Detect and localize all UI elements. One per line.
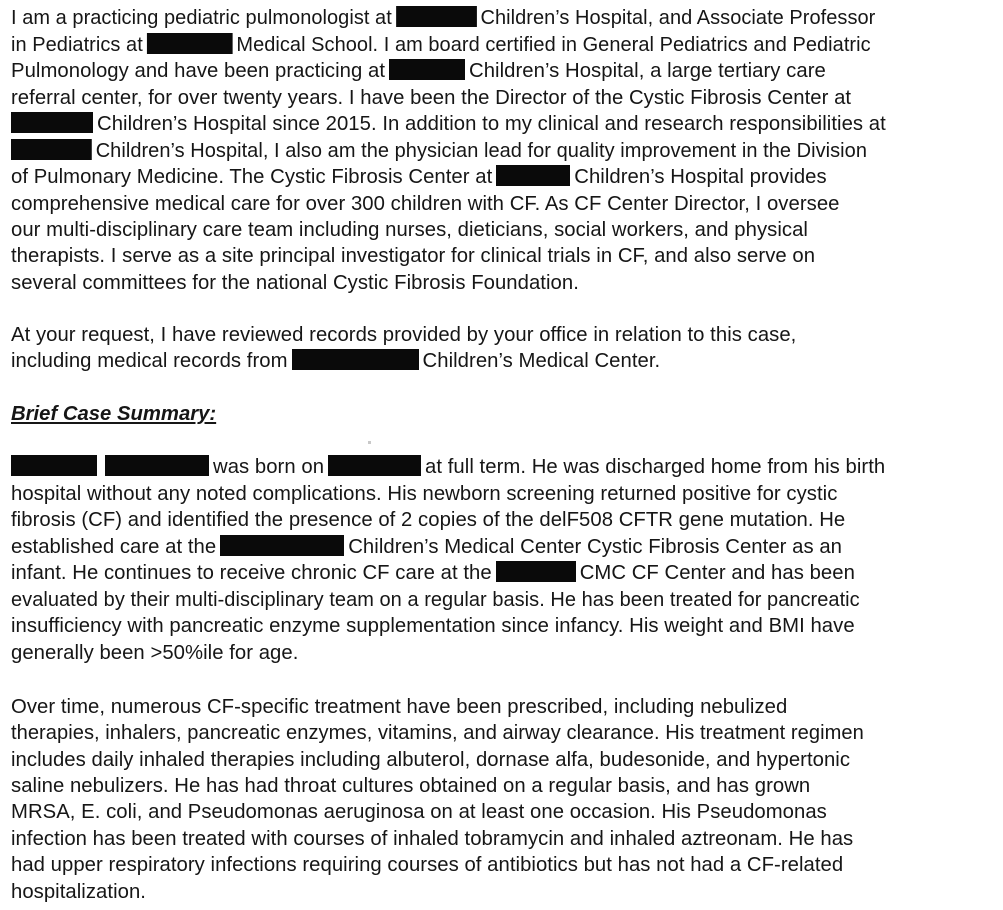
text-segment: Children’s Hospital, a large tertiary care [469,60,826,82]
text-line [11,217,808,243]
redaction-box [396,6,477,27]
text-segment: infection has been treated with courses of inhaled tobramycin and inhaled aztreonam. He has [11,828,854,850]
text-segment: insufficiency with pancreatic enzyme supplementation since infancy. His weight and BMI have [11,615,855,637]
text-segment: at full term. He was discharged home from his birth [425,456,886,478]
text-segment: hospital without any noted complications. His newborn screening returned positive for cystic [11,483,838,505]
text-line [11,138,867,164]
text-line [11,32,871,58]
text-line [11,534,842,560]
text-segment: Children’s Medical Center. [422,350,661,372]
text-segment: was born on [213,456,325,478]
text-line [11,270,579,296]
text-segment: therapists. I serve as a site principal investigator for clinical trials in CF, and also serve on [11,245,816,267]
text-segment: established care at the [11,536,217,558]
text-segment: several committees for the national Cystic Fibrosis Foundation. [11,272,579,294]
text-line [11,826,853,852]
redaction-box [11,112,93,133]
text-line [11,481,837,507]
text-segment: At your request, I have reviewed records provided by your office in relation to this case, [11,324,797,346]
text-segment: Children’s Hospital, and Associate Professor [480,7,876,29]
text-segment: Over time, numerous CF-specific treatment have been prescribed, including nebulized [11,696,788,718]
text-line [11,587,860,613]
text-segment: hospitalization. [11,881,146,903]
text-line [11,58,826,84]
redaction-box [11,455,97,476]
text-line [11,191,839,217]
text-line [11,613,855,639]
text-line [11,560,855,586]
text-segment: Pulmonology and have been practicing at [11,60,386,82]
text-line [11,164,827,190]
text-line [11,243,815,269]
text-line [11,322,796,348]
text-segment: including medical records from [11,350,288,372]
text-segment: Children’s Hospital since 2015. In addition to my clinical and research responsibilities at [97,113,886,135]
redaction-box [292,349,419,370]
text-line [11,85,851,111]
text-segment: therapies, inhalers, pancreatic enzymes, vitamins, and airway clearance. His treatment regimen [11,722,864,744]
redaction-box [328,455,421,476]
text-segment: saline nebulizers. He has had throat cultures obtained on a regular basis, and has grown [11,775,811,797]
redaction-box [147,33,233,54]
text-segment: fibrosis (CF) and identified the presence of 2 copies of the delF508 CFTR gene mutation. He [11,509,846,531]
text-line [11,507,845,533]
section-heading: Brief Case Summary: [11,403,217,425]
text-segment: Children’s Hospital, I also am the physician lead for quality improvement in the Division [95,140,867,162]
redaction-box [496,165,570,186]
text-segment: of Pulmonary Medicine. The Cystic Fibrosis Center at [11,166,493,188]
redaction-box [105,455,209,476]
text-segment: MRSA, E. coli, and Pseudomonas aeruginosa on at least one occasion. His Pseudomonas [11,801,827,823]
text-segment: I am a practicing pediatric pulmonologist at [11,7,392,29]
text-segment: referral center, for over twenty years. I have been the Director of the Cystic Fibrosis Center at [11,87,852,109]
text-line [11,720,864,746]
text-line [11,773,810,799]
text-line [11,111,886,137]
redaction-box [11,139,92,160]
text-segment: infant. He continues to receive chronic CF care at the [11,562,492,584]
text-line [11,5,875,31]
scan-speck [368,441,371,444]
text-segment: CMC CF Center and has been [579,562,855,584]
text-segment: evaluated by their multi-disciplinary team on a regular basis. He has been treated for pancreatic [11,589,860,611]
redaction-box [496,561,576,582]
text-segment: Children’s Medical Center Cystic Fibrosis Center as an [348,536,843,558]
text-line [11,747,850,773]
redaction-box [389,59,465,80]
text-segment: Medical School. I am board certified in General Pediatrics and Pediatric [236,34,871,56]
text-segment: comprehensive medical care for over 300 children with CF. As CF Center Director, I oversee [11,193,840,215]
text-segment: Children’s Hospital provides [574,166,827,188]
text-segment: had upper respiratory infections requiring courses of antibiotics but has not had a CF-related [11,854,844,876]
text-line [11,694,787,720]
text-line [11,852,843,878]
text-line [11,640,298,666]
text-segment: generally been >50%ile for age. [11,642,299,664]
redaction-box [220,535,344,556]
text-line [11,348,660,374]
text-line [11,879,146,905]
text-segment: includes daily inhaled therapies including albuterol, dornase alfa, budesonide, and hypertonic [11,749,851,771]
text-segment: in Pediatrics at [11,34,143,56]
text-line [11,454,885,480]
text-segment: our multi-disciplinary care team including nurses, dieticians, social workers, and physical [11,219,808,241]
text-line [11,799,827,825]
